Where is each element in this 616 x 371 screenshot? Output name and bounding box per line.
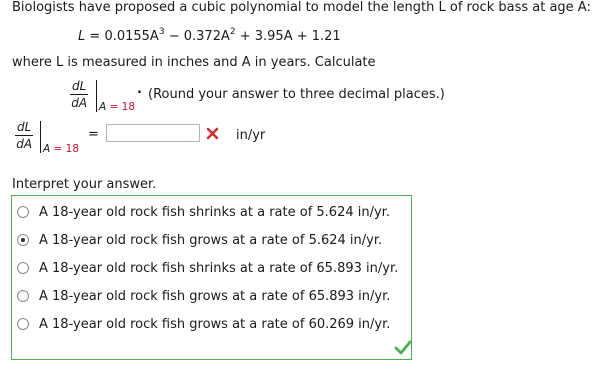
unit-label: in/yr [236, 128, 266, 143]
choice-option-3[interactable] [17, 258, 398, 278]
question-intro: Biologists have proposed a cubic polynomial to model the length L of rock bass at age A: [12, 0, 591, 15]
choice-option-5[interactable] [17, 314, 390, 334]
answer-equals: = [88, 127, 99, 142]
derivative-fraction [70, 79, 88, 110]
checkmark-icon [394, 340, 412, 355]
equation-term1-exponent: 3 [158, 27, 165, 37]
interpret-label: Interpret your answer. [12, 177, 157, 192]
radio-button[interactable] [17, 262, 29, 274]
model-equation [78, 29, 341, 44]
radio-button[interactable] [17, 290, 29, 302]
choice-label: A 18-year old rock fish shrinks at a rate of 65.893 in/yr. [39, 260, 399, 276]
answer-derivative-fraction [15, 120, 33, 151]
equation-term2: 0.372A [183, 29, 230, 44]
equation-term2-exponent: 2 [229, 27, 236, 37]
equation-lhs: L [78, 29, 86, 44]
choice-label: A 18-year old rock fish grows at a rate of 65.893 in/yr. [39, 288, 391, 304]
choice-option-1[interactable] [17, 202, 390, 222]
radio-button-selected[interactable] [17, 234, 29, 246]
radio-button[interactable] [17, 206, 29, 218]
answer-input[interactable] [106, 124, 200, 142]
choice-option-2[interactable] [17, 230, 382, 250]
answer-evaluation-point: A = 18 [43, 143, 80, 155]
equation-rest: + 3.95A + 1.21 [239, 29, 341, 44]
round-note: (Round your answer to three decimal places.) [148, 87, 445, 102]
choice-option-4[interactable] [17, 286, 390, 306]
x-icon [205, 126, 220, 141]
answer-derivative-numerator: dL [17, 120, 32, 134]
answer-evaluation-bar [40, 121, 41, 153]
choice-label: A 18-year old rock fish grows at a rate of 60.269 in/yr. [39, 316, 391, 332]
derivative-denominator: dA [71, 96, 88, 110]
derivative-numerator: dL [72, 79, 87, 93]
choice-label: A 18-year old rock fish grows at a rate of 5.624 in/yr. [39, 232, 383, 248]
where-text: where L is measured in inches and A in years. Calculate [12, 55, 376, 70]
answer-derivative-denominator: dA [16, 137, 33, 151]
evaluation-bar [96, 80, 97, 112]
choice-label: A 18-year old rock fish shrinks at a rate of 5.624 in/yr. [39, 204, 390, 220]
evaluation-point: A = 18 [99, 101, 136, 113]
radio-button[interactable] [17, 318, 29, 330]
prompt-dot: . [137, 82, 142, 97]
equation-term1: 0.0155A [104, 29, 159, 44]
equation-minus: − [168, 29, 180, 44]
equation-equals: = [89, 29, 101, 44]
